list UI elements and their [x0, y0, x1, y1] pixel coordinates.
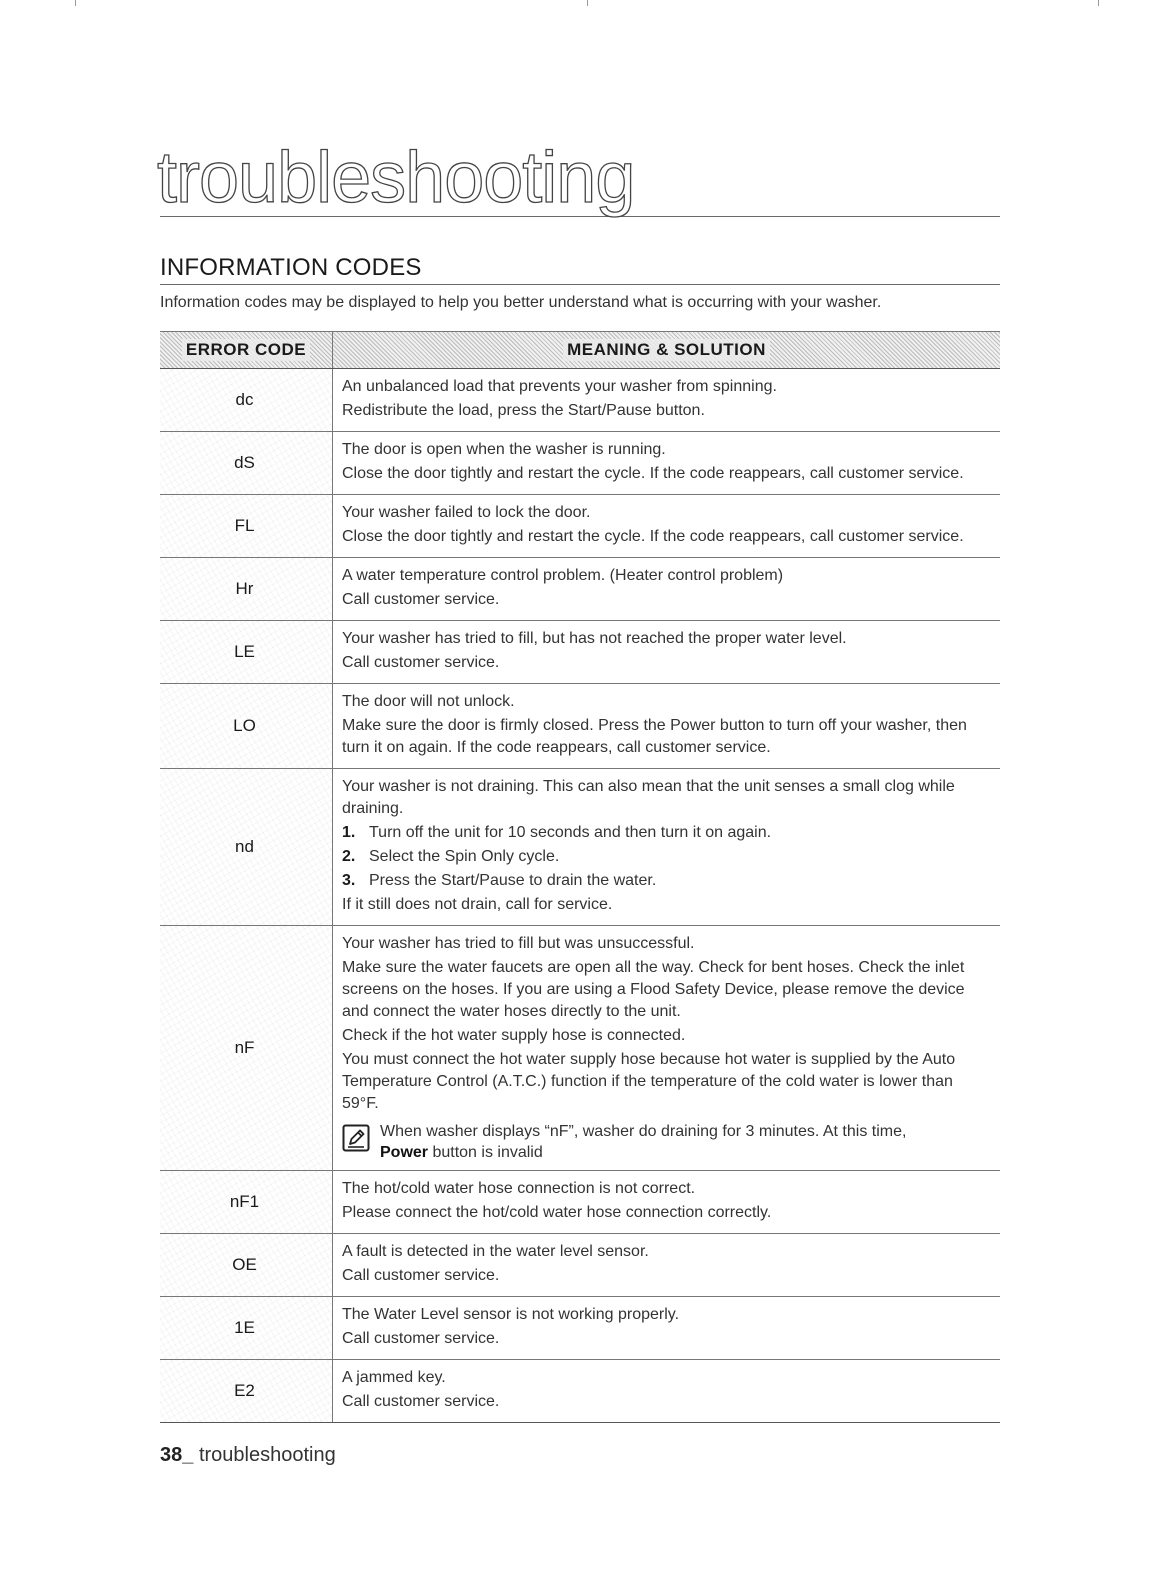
page-title — [157, 138, 1000, 218]
error-code: FL — [160, 495, 333, 557]
meaning-cell: Your washer failed to lock the door. Close the door tightly and restart the cycle. If the code reappears, call customer service. — [342, 504, 964, 545]
footer-section: troubleshooting — [198, 1444, 336, 1466]
page-number: 38_ — [160, 1444, 194, 1466]
list-item: 3. Press the Start/Pause to drain the water. — [342, 872, 657, 889]
meaning-cell: A water temperature control problem. (Heater control problem) Call customer service. — [342, 567, 784, 608]
error-code: nd — [160, 769, 333, 925]
error-code: LO — [160, 684, 333, 768]
header-error-code: ERROR CODE — [160, 332, 333, 368]
note-pencil-icon — [342, 1124, 370, 1152]
section-heading: INFORMATION CODES — [160, 254, 1000, 285]
table-row — [160, 1297, 1000, 1360]
meaning-cell: Your washer has tried to fill, but has not reached the proper water level. Call customer service. — [342, 630, 847, 671]
table-header — [160, 331, 1000, 369]
error-code: Hr — [160, 558, 333, 620]
error-code: E2 — [160, 1360, 333, 1422]
table-row — [160, 621, 1000, 684]
table-row — [160, 926, 1000, 1171]
error-code: nF1 — [160, 1171, 333, 1233]
error-code: OE — [160, 1234, 333, 1296]
table-row — [160, 1234, 1000, 1297]
error-code: 1E — [160, 1297, 333, 1359]
error-code: LE — [160, 621, 333, 683]
table-row — [160, 1360, 1000, 1422]
step-list — [342, 822, 992, 892]
page-title-text: troubleshooting — [157, 138, 635, 218]
meaning-cell: The door is open when the washer is running. Close the door tightly and restart the cycle. If the code reappears, call customer service. — [342, 441, 964, 482]
section-intro: Information codes may be displayed to help you better understand what is occurring with your washer. — [160, 294, 882, 311]
meaning-cell: An unbalanced load that prevents your washer from spinning. Redistribute the load, press the Start/Pause button. — [342, 378, 777, 419]
table-row — [160, 1171, 1000, 1234]
meaning-cell: The Water Level sensor is not working properly. Call customer service. — [342, 1306, 680, 1347]
meaning-cell: A jammed key. Call customer service. — [342, 1369, 500, 1410]
error-code: nF — [160, 926, 333, 1170]
note: When washer displays “nF”, washer do draining for 3 minutes. At this time, Power button is invalid — [342, 1121, 992, 1163]
crop-mark — [587, 0, 588, 6]
crop-mark — [1098, 0, 1099, 6]
meaning-cell: Your washer is not draining. This can also mean that the unit senses a small clog while draining. 1. Turn off the unit for 10 seconds and then turn it on again. 2. Select the Spin Only cycle. 3. Press the Start/Pause to drain the water. If it still does not drain, call for service. — [333, 769, 1000, 925]
meaning-cell: The door will not unlock. Make sure the door is firmly closed. Press the Power button to turn off your washer, then turn it on again. If the code reappears, call customer service. — [342, 693, 967, 756]
meaning-cell: The hot/cold water hose connection is not correct. Please connect the hot/cold water hose connection correctly. — [342, 1180, 772, 1221]
error-code: dc — [160, 369, 333, 431]
error-code: dS — [160, 432, 333, 494]
header-meaning-solution: MEANING & SOLUTION — [333, 332, 1000, 368]
page-footer — [160, 1444, 336, 1467]
crop-mark — [75, 0, 76, 6]
table-row — [160, 432, 1000, 495]
meaning-cell: A fault is detected in the water level sensor. Call customer service. — [342, 1243, 649, 1284]
list-item: 1. Turn off the unit for 10 seconds and then turn it on again. — [342, 824, 772, 841]
table-row — [160, 369, 1000, 432]
table-row — [160, 684, 1000, 769]
table-row — [160, 495, 1000, 558]
table-row — [160, 558, 1000, 621]
meaning-cell: Your washer has tried to fill but was unsuccessful. Make sure the water faucets are open all the way. Check for bent hoses. Check the inlet screens on the hoses. If you are using a Flood Safety Device, please remove the device and connect the water hoses directly to the unit. Check if the hot water supply hose is connected. You must connect the hot water supply hose because hot water is supplied by the Auto Temperature Control (A.T.C.) function if the temperature of the cold water is lower than 59°F. When washer displays “nF”, washer do draining for 3 minutes. At this time, Power button is invalid — [333, 926, 1000, 1170]
list-item: 2. Select the Spin Only cycle. — [342, 848, 560, 865]
information-codes-table — [160, 331, 1000, 1423]
table-row — [160, 769, 1000, 926]
